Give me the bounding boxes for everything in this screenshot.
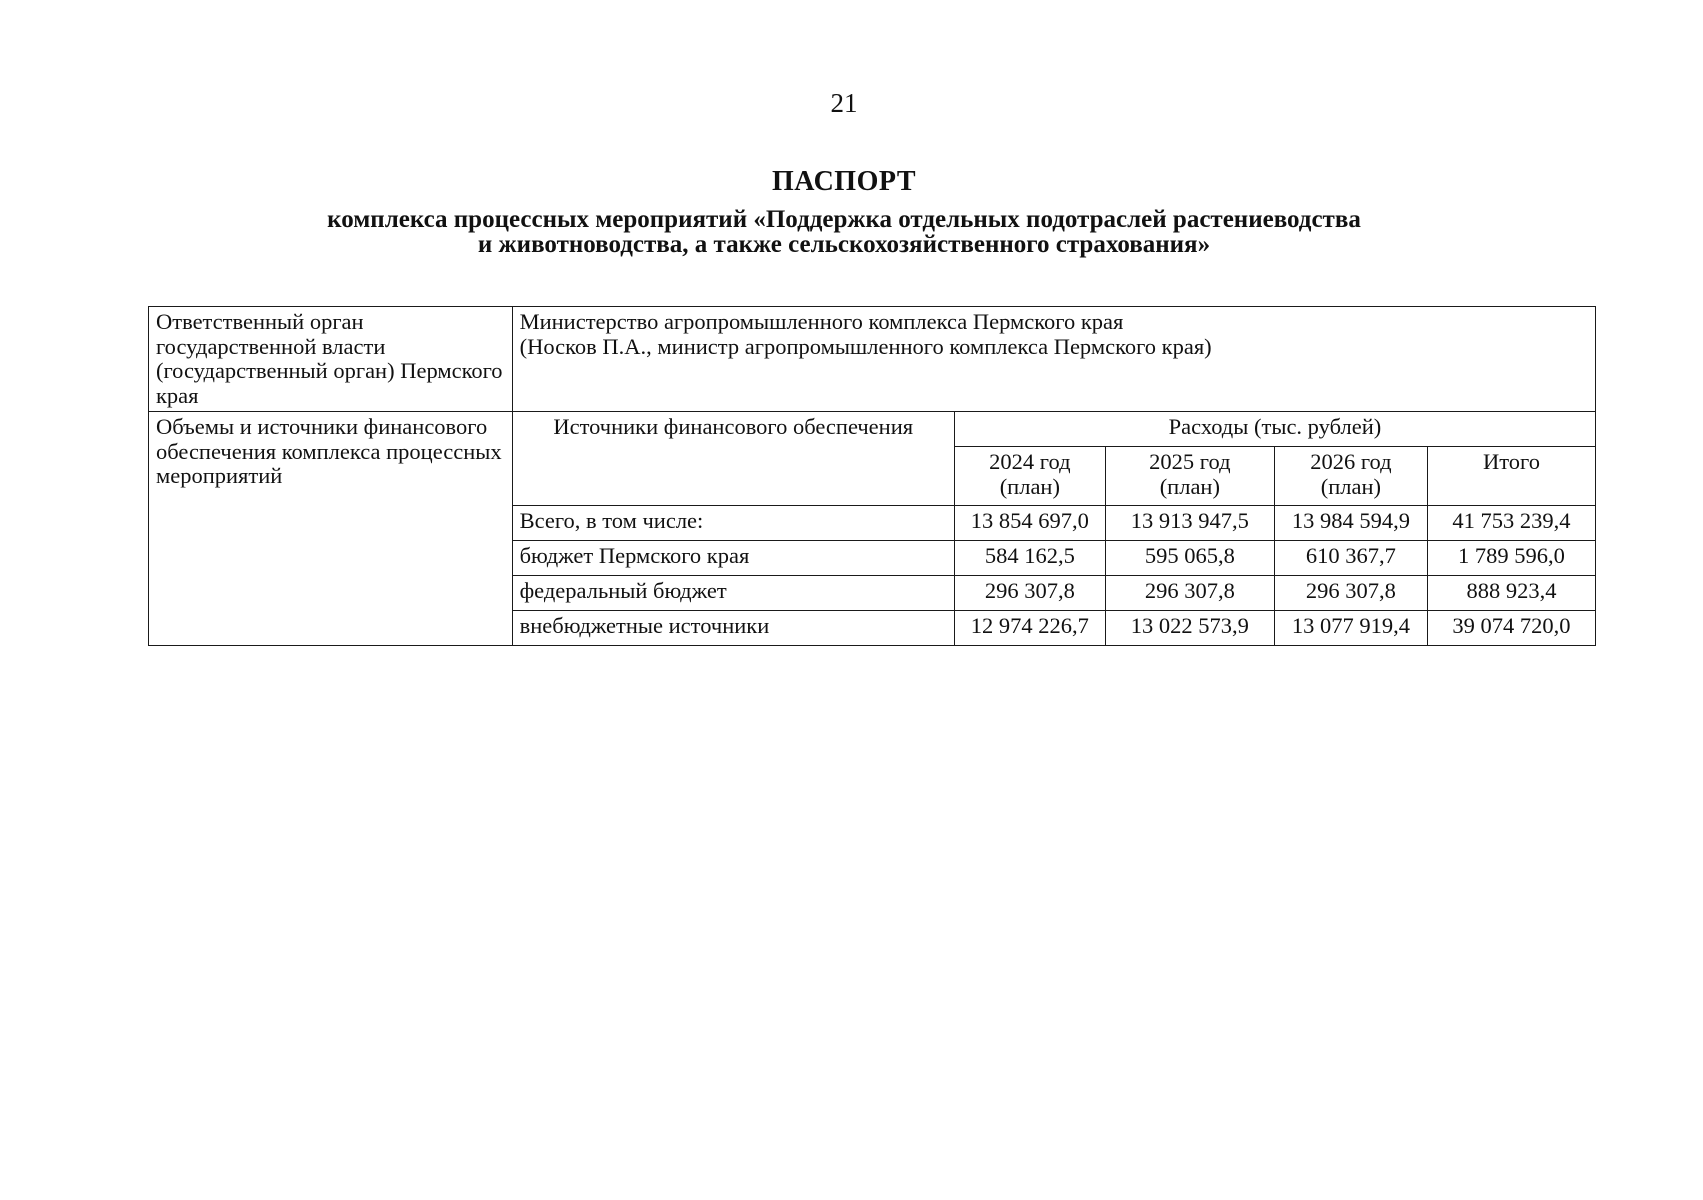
- source-name-cell: Всего, в том числе:: [512, 506, 954, 541]
- year-note: (план): [1320, 473, 1382, 499]
- ministry-name: Министерство агропромышленного комплекса Пермского края: [519, 309, 1124, 334]
- funding-label-cell: Объемы и источники финансового обеспечения комплекса процессных мероприятий: [149, 412, 513, 646]
- total-header-cell: Итого: [1427, 447, 1595, 506]
- value-cell: 595 065,8: [1105, 541, 1274, 576]
- year-note: (план): [999, 473, 1060, 499]
- table-row-responsible: [149, 307, 1596, 412]
- table-row-funding-header: [149, 412, 1596, 447]
- value-cell: 13 022 573,9: [1105, 611, 1274, 646]
- source-name-cell: федеральный бюджет: [512, 576, 954, 611]
- year-header-2026: [1274, 447, 1427, 506]
- value-cell: 13 913 947,5: [1105, 506, 1274, 541]
- value-cell: 13 077 919,4: [1274, 611, 1427, 646]
- year-header-2025: [1105, 447, 1274, 506]
- source-name-cell: бюджет Пермского края: [512, 541, 954, 576]
- value-cell: 296 307,8: [1274, 576, 1427, 611]
- expenses-header-cell: Расходы (тыс. рублей): [954, 412, 1595, 447]
- year-label: 2026 год: [1310, 449, 1392, 474]
- value-cell: 296 307,8: [954, 576, 1105, 611]
- minister-name: (Носков П.А., министр агропромышленного комплекса Пермского края): [519, 333, 1212, 359]
- year-label: 2025 год: [1149, 449, 1231, 474]
- total-value-cell: 1 789 596,0: [1427, 541, 1595, 576]
- responsible-label-cell: Ответственный орган государственной власти (государственный орган) Пермского края: [149, 307, 513, 412]
- value-cell: 584 162,5: [954, 541, 1105, 576]
- value-cell: 296 307,8: [1105, 576, 1274, 611]
- passport-table: [148, 306, 1596, 646]
- page-number: 21: [830, 88, 858, 118]
- document-title: ПАСПОРТ: [771, 166, 916, 197]
- value-cell: 610 367,7: [1274, 541, 1427, 576]
- document-subtitle: [0, 207, 1688, 257]
- value-cell: 12 974 226,7: [954, 611, 1105, 646]
- total-value-cell: 888 923,4: [1427, 576, 1595, 611]
- year-header-2024: [954, 447, 1105, 506]
- source-name-cell: внебюджетные источники: [512, 611, 954, 646]
- year-note: (план): [1159, 473, 1220, 499]
- subtitle-line-2: и животноводства, а также сельскохозяйственного страхования»: [477, 231, 1211, 258]
- sources-header-cell: Источники финансового обеспечения: [512, 412, 954, 506]
- total-value-cell: 39 074 720,0: [1427, 611, 1595, 646]
- value-cell: 13 984 594,9: [1274, 506, 1427, 541]
- subtitle-line-1: комплекса процессных мероприятий «Поддержка отдельных подотраслей растениеводства: [327, 206, 1361, 233]
- value-cell: 13 854 697,0: [954, 506, 1105, 541]
- year-label: 2024 год: [989, 449, 1071, 474]
- responsible-value-cell: [512, 307, 1595, 412]
- total-value-cell: 41 753 239,4: [1427, 506, 1595, 541]
